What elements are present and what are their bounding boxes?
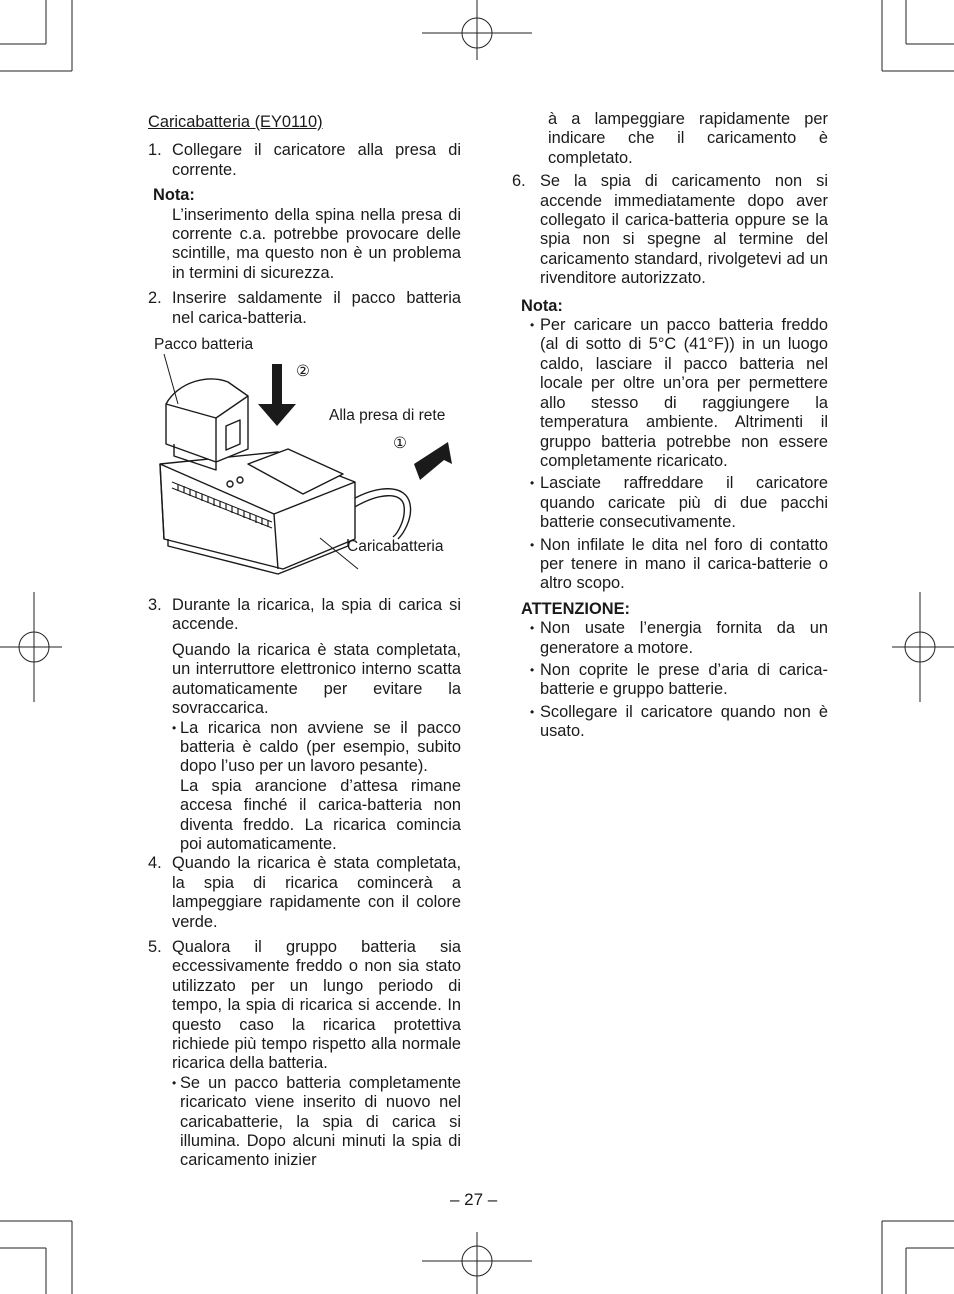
bullet-text: Non coprite le prese d’aria di carica-batterie e gruppo batterie.	[540, 660, 828, 699]
step-6	[512, 172, 828, 288]
step-1	[148, 141, 461, 180]
bullet-dot: •	[530, 476, 535, 491]
note-bullet	[530, 316, 828, 471]
bullet-dot: •	[530, 318, 535, 333]
step-2	[148, 289, 461, 328]
bullet-text-main: La ricarica non avviene se il pacco batteria è caldo (per esempio, subito dopo l’uso per un lavoro pesante).	[180, 718, 461, 776]
step-3-paragraph: Quando la ricarica è stata completata, un interruttore elettronico interno scatta automaticamente per evitare la sovraccarica.	[172, 640, 461, 718]
note-bullet	[530, 536, 828, 594]
bullet-dot: •	[530, 662, 535, 677]
bullet-text	[180, 719, 461, 855]
attention-bullet	[530, 619, 828, 658]
left-column	[148, 113, 461, 1171]
page-number: – 27 –	[450, 1190, 498, 1209]
step-number: 5.	[148, 937, 162, 956]
note-label: Nota:	[153, 186, 195, 205]
bullet-text: Non infilate le dita nel foro di contatto per tenere in mano il carica-batterie o altro scopo.	[540, 535, 828, 593]
continued-text: à a lampeggiare rapidamente per indicare che il caricamento è completato.	[548, 110, 828, 167]
step-3	[148, 596, 461, 635]
attention-bullet	[530, 703, 828, 742]
step-text: Se la spia di caricamento non si accende immediatamente dopo aver collegato il carica-batteria oppure se la spia non si spegne al termine del caricamento standard, rivolgetevi ad un rivenditore autorizzato.	[540, 172, 828, 288]
step-text: Inserire saldamente il pacco batteria nel carica-batteria.	[172, 289, 461, 327]
bullet-text: Lasciate raffreddare il caricatore quando caricate più di due pacchi batterie consecutivamente.	[540, 474, 828, 532]
bullet-dot: •	[172, 720, 177, 735]
step-5-bullet	[172, 1074, 461, 1171]
step-number: 4.	[148, 854, 162, 873]
bullet-text-continued: La spia arancione d’attesa rimane accesa finché il carica-batteria non diventa freddo. La ricarica comincia poi automaticamente.	[180, 776, 461, 853]
step-text: Qualora il gruppo batteria sia eccessivamente freddo o non sia stato utilizzato per un lungo periodo di tempo, la spia di ricarica si accende. In questo caso la ricarica protettiva richiede più tempo rispetto alla normale ricarica della batteria.	[172, 937, 461, 1073]
step-number: 2.	[148, 289, 162, 308]
step-text: Quando la ricarica è stata completata, la spia di ricarica comincerà a lampeggiare rapidamente con il colore verde.	[172, 854, 461, 931]
charger-illustration	[148, 334, 461, 586]
bullet-dot: •	[530, 537, 535, 552]
step-3-bullet	[172, 719, 461, 855]
attention-label: ATTENZIONE:	[521, 599, 630, 618]
bullet-text: Se un pacco batteria completamente ricaricato viene inserito di nuovo nel caricabatterie, la spia di carica si illumina. Dopo alcuni minuti la spia di caricamento inizier	[180, 1073, 461, 1170]
bullet-text: Scollegare il caricatore quando non è usato.	[540, 702, 828, 741]
bullet-dot: •	[530, 704, 535, 719]
step-number: 6.	[512, 172, 526, 191]
step-number: 1.	[148, 141, 162, 160]
step-number: 3.	[148, 596, 162, 615]
label-battery-pack: Pacco batteria	[154, 336, 254, 354]
marker-1: ①	[393, 435, 407, 453]
step-5	[148, 938, 461, 1074]
note-label: Nota:	[521, 296, 563, 315]
step-text: Durante la ricarica, la spia di carica si accende.	[172, 596, 461, 634]
section-title: Caricabatteria (EY0110)	[148, 113, 323, 131]
bullet-text: Non usate l’energia fornita da un generatore a motore.	[540, 619, 828, 657]
note-text: L’inserimento della spina nella presa di corrente c.a. potrebbe provocare delle scintille, ma questo non è un problema in termini di sicurezza.	[172, 205, 461, 282]
step-text: Collegare il caricatore alla presa di corrente.	[172, 141, 461, 179]
marker-2: ②	[296, 363, 310, 381]
bullet-text: Per caricare un pacco batteria freddo (al di sotto di 5°C (41°F)) in un luogo caldo, lasciare il pacco batteria nel locale per oltre un’ora per permettere allo stesso di raggiungere la temperatura ambiente. Altrimenti il gruppo batteria potrebbe non essere completamente ricaricato.	[540, 316, 828, 470]
attention-bullet	[530, 661, 828, 700]
label-charger: Caricabatteria	[347, 538, 444, 556]
right-column	[512, 110, 828, 745]
note-bullet	[530, 474, 828, 532]
bullet-dot: •	[530, 621, 535, 636]
bullet-dot: •	[172, 1075, 177, 1090]
label-to-outlet: Alla presa di rete	[329, 407, 446, 425]
step-4	[148, 854, 461, 932]
